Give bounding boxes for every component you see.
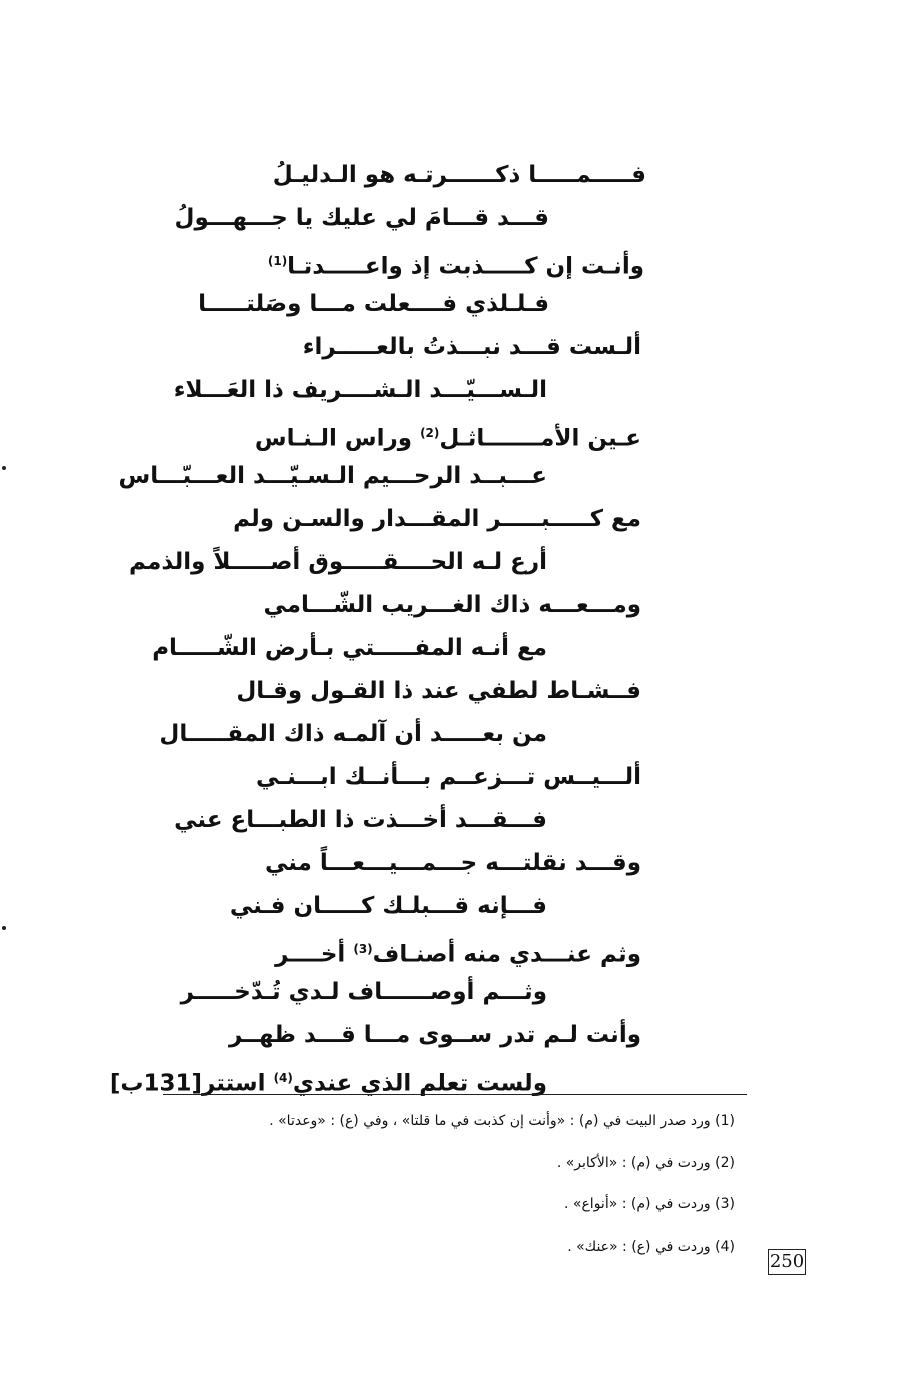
verse-line — [174, 375, 547, 405]
verse-text: فـــــمـــــا ذكــــــرتـه هو الـدليـلُ — [272, 162, 646, 188]
verse-line — [152, 633, 547, 663]
verse-text: وأنـت إن كـــــذبت إذ واعـــــدتـا — [287, 253, 644, 280]
footnote-marker: (2) — [420, 426, 440, 440]
footnote-marker: (3) — [353, 942, 373, 956]
verse-line — [303, 332, 641, 362]
footnote-separator — [163, 1094, 747, 1095]
verse-text: من بعـــــد أن آلمـه ذاك المقـــــال — [159, 721, 547, 747]
footnote: (4) وردت في (ع) : «عنك» . — [567, 1239, 735, 1255]
footnote-marker: (1) — [267, 254, 288, 268]
verse-text: وأنت لـم تدر ســوى مـــا قـــد ظهــر — [228, 1022, 641, 1048]
verse-line — [129, 547, 547, 577]
verse-line — [268, 246, 644, 282]
footnote: (1) ورد صدر البيت في (م) : «وأنت إن كذبت في ما قلتا» ، وفي (ع) : «وعدتا» . — [269, 1113, 735, 1129]
verse-text: استتر[131ب] — [109, 1070, 274, 1097]
verse-text: مع كـــــبـــــر المقـــدار والسـن ولم — [233, 506, 641, 532]
verse-text: وثـــم أوصــــــاف لـدي تُـدّخـــــر — [180, 979, 547, 1005]
verse-line — [229, 1020, 641, 1050]
verse-text: عـين الأمـــــــاثـل — [439, 425, 641, 452]
verse-text: أرع لـه الحــــقـــــوق أصـــــلاً والذمم — [129, 549, 547, 575]
verse-text: ولست تعلم الذي عندي — [292, 1070, 547, 1097]
verse-line — [198, 289, 549, 319]
verse-text: ألـست قـــد نبـــذتُ بالعـــــراء — [302, 334, 641, 360]
verse-line — [255, 418, 641, 454]
verse-text: قـــد قـــامَ لي عليك يا جـــهـــولُ — [174, 205, 549, 231]
verse-line — [159, 719, 547, 749]
verse-text: فـلـلذي فــــعلت مـــا وصَلتـــــا — [198, 291, 549, 317]
verse-text: الـســـيّـــد الـشــــريف ذا العَـــلاء — [173, 377, 547, 403]
verse-text: فــشـاط لطفي عند ذا القـول وقـال — [236, 678, 641, 704]
verse-line — [175, 203, 550, 233]
scan-speck — [2, 926, 6, 930]
verse-line — [119, 461, 547, 491]
verse-text: أخــــر — [275, 941, 354, 968]
verse-text: ومـــعـــه ذاك الغـــريب الشّـــامي — [263, 592, 641, 618]
verse-line — [233, 504, 641, 534]
verse-line — [230, 891, 547, 921]
scan-speck — [2, 466, 6, 470]
verse-line — [265, 848, 641, 878]
verse-text: مع أنـه المفـــــتي بـأرض الشّـــــام — [152, 635, 547, 661]
footnote: (2) وردت في (م) : «الأكابر» . — [556, 1155, 735, 1171]
verse-text: فـــقـــد أخـــذت ذا الطبـــاع عني — [174, 807, 547, 833]
page-number: 250 — [768, 1249, 806, 1275]
footnote: (3) وردت في (م) : «أنواع» . — [563, 1196, 735, 1212]
verse-text: وقـــد نقلتـــه جـــمـــيـــعـــاً مني — [265, 850, 641, 876]
verse-text: وراس الـنـاس — [254, 425, 421, 452]
verse-line — [273, 160, 646, 190]
verse-line — [264, 590, 641, 620]
verse-text: ألـــيــس تـــزعــم بـــأنــك ابـــنـي — [255, 764, 641, 790]
verse-text: وثم عنـــدي منه أصنـاف — [372, 941, 641, 968]
verse-text: فـــإنه قـــبلـك كـــــان فـني — [229, 893, 547, 919]
verse-line — [181, 977, 547, 1007]
verse-line — [256, 762, 641, 792]
verse-line — [236, 676, 641, 706]
footnote-marker: (4) — [273, 1071, 293, 1085]
verse-line — [174, 805, 547, 835]
verse-text: عـــبــد الرحـــيم الـسـيّـــد العـــبّـــاس — [118, 463, 547, 489]
verse-line — [275, 934, 641, 970]
